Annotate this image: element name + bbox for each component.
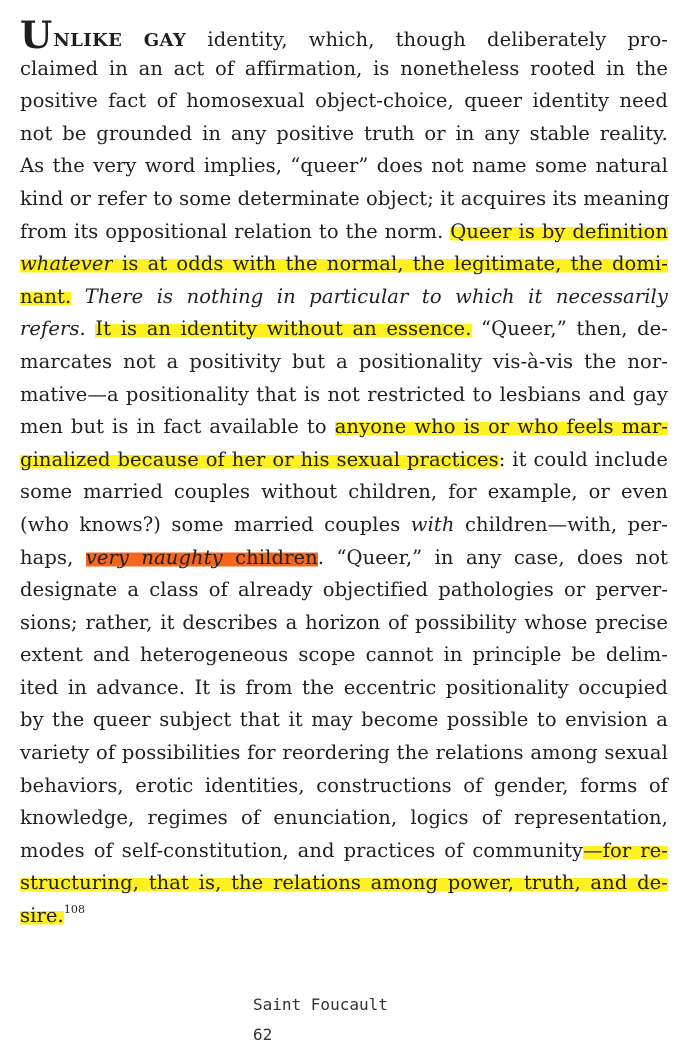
highlight-yellow: sire.	[20, 904, 64, 928]
text-run: : it could include	[498, 447, 668, 471]
highlight-yellow: structuring, that is, the relations among power, truth, and de-	[20, 871, 668, 895]
italic-run: with	[410, 512, 455, 536]
text-run: variety of possibilities for reordering the relations among sexual	[20, 741, 668, 765]
page-number: 62	[253, 1025, 273, 1044]
text-run: behaviors, erotic identities, constructions of gender, forms of	[20, 773, 668, 797]
text-line	[20, 53, 668, 86]
text-line	[20, 835, 668, 868]
text-line	[20, 574, 668, 607]
text-run: not be grounded in any positive truth or in any stable reality.	[20, 121, 668, 145]
text-line	[20, 802, 668, 835]
text-line	[20, 150, 668, 183]
text-run: kind or refer to some determinate object; it acquires its meaning	[20, 186, 670, 210]
text-run: some married couples without children, for example, or even	[20, 480, 668, 504]
text-run: designate a class of already objectified pathologies or perver-	[20, 578, 668, 602]
text-run: mative—a positionality that is not restricted to lesbians and gay	[20, 382, 668, 406]
footnote-ref: 108	[63, 903, 86, 917]
text-line	[20, 379, 668, 412]
highlight-yellow: ginalized because of her or his sexual practices	[20, 447, 499, 471]
text-line	[20, 118, 668, 151]
highlight-orange: very naughty	[85, 545, 223, 569]
text-line	[20, 13, 668, 57]
highlight-yellow: nant.	[20, 284, 72, 308]
text-line	[20, 607, 668, 640]
text-run: . “Queer,” in any case, does not	[317, 545, 668, 569]
drop-cap: U	[20, 13, 53, 57]
text-line	[20, 672, 668, 705]
book-title: Saint Foucault	[253, 995, 388, 1014]
highlight-yellow: is at odds with the normal, the legitimate, the domi-	[112, 252, 668, 276]
text-run: men but is in fact available to	[20, 415, 335, 439]
text-run: identity, which, though deliberately pro-	[186, 28, 668, 51]
text-line	[20, 85, 668, 118]
italic-run: refers.	[20, 317, 86, 341]
text-run: sions; rather, it describes a horizon of possibility whose precise	[20, 610, 668, 634]
text-line	[20, 281, 668, 314]
text-line	[20, 346, 668, 379]
text-run: claimed in an act of affirmation, is nonetheless rooted in the	[20, 56, 668, 80]
text-run: (who knows?) some married couples	[20, 512, 411, 536]
text-run: extent and heterogeneous scope cannot in principle be delim-	[20, 643, 668, 667]
text-line	[20, 770, 668, 803]
text-run: from its oppositional relation to the norm.	[20, 219, 451, 243]
text-run: children—with, per-	[454, 512, 668, 536]
highlight-yellow: It is an identity without an essence.	[95, 317, 472, 341]
text-line	[20, 639, 668, 672]
text-line	[20, 900, 668, 933]
text-run: by the queer subject that it may become possible to envision a	[20, 708, 668, 732]
text-line	[20, 476, 668, 509]
text-run: ited in advance. It is from the eccentric positionality occupied	[20, 675, 668, 699]
text-line	[20, 216, 668, 249]
text-run: marcates not a positivity but a positionality vis-à-vis the nor-	[20, 349, 668, 373]
text-line	[20, 183, 668, 216]
text-run: “Queer,” then, de-	[471, 317, 668, 341]
text-line	[20, 542, 668, 575]
text-line	[20, 704, 668, 737]
text-line	[20, 313, 668, 346]
highlight-yellow: Queer is by definition	[450, 219, 668, 243]
highlight-orange: children	[222, 545, 318, 569]
highlight-yellow: anyone who is or who feels mar-	[334, 415, 668, 439]
text-line	[20, 248, 668, 281]
text-line	[20, 737, 668, 770]
text-run: haps,	[20, 545, 86, 569]
text-line	[20, 867, 668, 900]
small-caps-lead: NLIKE GAY	[53, 30, 187, 51]
text-line	[20, 411, 668, 444]
text-line	[20, 444, 668, 477]
text-run: positive fact of homosexual object-choice, queer identity need	[20, 89, 668, 113]
highlight-yellow: whatever	[20, 252, 113, 276]
text-run: As the very word implies, “queer” does not name some natural	[20, 154, 668, 178]
body-passage	[20, 13, 670, 933]
text-run	[86, 317, 96, 340]
highlight-yellow: —for re-	[583, 838, 668, 862]
text-run: modes of self-constitution, and practices of community	[20, 838, 584, 862]
italic-run: There is nothing in particular to which it necessarily	[71, 284, 668, 308]
text-line	[20, 509, 668, 542]
text-run: knowledge, regimes of enunciation, logics of representation,	[20, 806, 668, 830]
